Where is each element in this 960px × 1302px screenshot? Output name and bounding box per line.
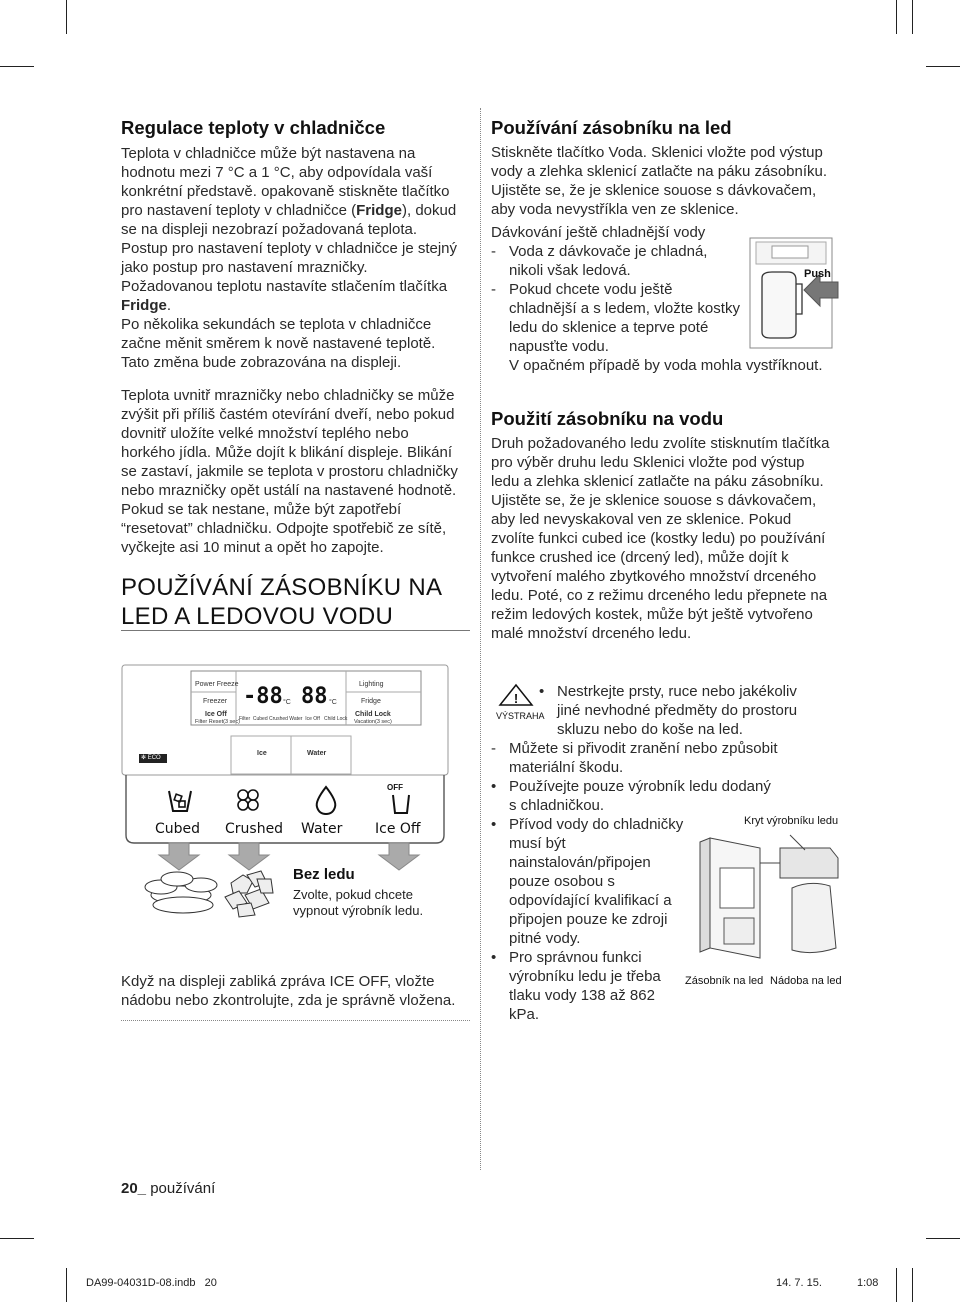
paragraph: Po několika sekundách se teplota v chladničce začne měnit směrem k nově nastavené teplotě. Tato změna bude zobrazována na displeji. <box>121 316 436 371</box>
ice-bin-label: Zásobník na led <box>685 975 764 987</box>
list-item: • Používejte pouze výrobník ledu dodaný s chladničkou. <box>491 778 771 814</box>
list-item: - Můžete si přivodit zranění nebo způsobit materiální škodu. <box>491 740 778 776</box>
list-item: • Pro správnou funkci výrobníku ledu je třeba tlaku vody 138 až 862 kPa. <box>491 949 661 1023</box>
freezer-unit: °C <box>283 699 291 706</box>
bez-ledu-text: Zvolte, pokud chcete vypnout výrobník ledu. <box>293 887 424 918</box>
heading-rule <box>121 630 470 631</box>
list-item: • Přívod vody do chladničky musí být nainstalován/připojen pouze osobou s odpovídající kvalifikací a připojen pouze ke zdroji pitné vody. <box>491 816 684 947</box>
crop-mark <box>66 1268 67 1302</box>
water-button[interactable]: Water <box>301 821 343 837</box>
arrow-down <box>379 843 419 870</box>
fridge-temp-display: 88 <box>301 684 328 709</box>
list-item: - Pokud chcete vodu ještě chladnější a s ledem, vložte kostky ledu do sklenice a teprve poté napusťte vodu. <box>491 281 740 355</box>
water-button-label: Water <box>307 750 327 757</box>
arrow-down <box>229 843 269 870</box>
list-item: - Voda z dávkovače je chladná, nikoli však ledová. <box>491 243 708 279</box>
bez-ledu-title: Bez ledu <box>293 866 355 883</box>
paragraph: Požadovanou teplotu nastavíte stlačením tlačítka Fridge. <box>121 278 448 314</box>
crop-mark <box>926 66 960 67</box>
arrow-down <box>159 843 199 870</box>
crop-mark <box>912 0 913 34</box>
ice-maker-illustration <box>680 812 850 992</box>
freezer-temp-display: -88 <box>243 684 283 709</box>
ice-maker-cover-label: Kryt výrobníku ledu <box>744 815 839 827</box>
paragraph: Teplota uvnitř mrazničky nebo chladničky se může zvýšit při příliš častém otevírání dveří, nebo pokud dovnitř uložíte velké množství teplého nebo horkého jídla. Může dojít k blikání displeje. Blikání se zastaví, jakmile se teplota v prostoru chladničky nebo mrazničky opět ustálí na nastavené hodnotě. Pokud se tak nestane, může být zapotřebí “resetovat” chladničku. Odpojte spotřebič ze sítě, vyčkejte asi 10 minut a opět ho zapojte. <box>121 387 458 556</box>
section-heading-ice-dispenser: Používání zásobníku na led <box>491 117 732 138</box>
dispenser-push-illustration <box>742 234 842 354</box>
right-column-top <box>491 118 836 225</box>
crop-mark <box>912 1268 913 1302</box>
print-file-info: DA99-04031D-08.indb 20 <box>86 1277 217 1289</box>
bottom-rule <box>121 1020 470 1021</box>
print-date: 14. 7. 15. <box>776 1277 822 1289</box>
left-column-text <box>121 118 466 563</box>
colder-water-intro: Dávkování ještě chladnější vody <box>491 224 706 241</box>
cubed-icon <box>165 785 195 815</box>
colder-water-tail: V opačném případě by voda mohla vystříknout. <box>509 357 823 374</box>
svg-text:!: ! <box>513 691 519 706</box>
print-time: 1:08 <box>857 1277 879 1289</box>
vacation-label: Vacation(3 sec) <box>354 719 392 725</box>
power-freeze-label: Power Freeze <box>195 681 239 688</box>
crushed-icon <box>233 785 263 815</box>
ice-off-icon: OFF <box>383 783 417 817</box>
list-item: • Nestrkejte prsty, ruce nebo jakékoliv jiné nevhodné předměty do prostoru skluzu nebo do koše na led. <box>539 683 798 738</box>
crop-mark <box>0 66 34 67</box>
filter-reset-label: Filter Reset(3 sec) <box>195 719 240 725</box>
lighting-label: Lighting <box>359 681 384 688</box>
section-heading-fridge-temp: Regulace teploty v chladničce <box>121 117 386 138</box>
control-panel-illustration <box>121 664 467 776</box>
ice-type-panel <box>121 775 451 930</box>
right-water-section <box>491 409 836 649</box>
crop-mark <box>896 1268 897 1302</box>
fridge-label: Fridge <box>361 698 381 705</box>
crop-mark <box>926 1238 960 1239</box>
paragraph: Postup pro nastavení teploty v chladničce je stejný jako postup pro nastavení mrazničky. <box>121 240 458 276</box>
page-number: 20_ používání <box>121 1180 216 1197</box>
colder-water-list <box>491 242 741 356</box>
eco-badge: ✻ ECO <box>141 755 161 761</box>
child-lock-label: Child Lock <box>355 711 391 718</box>
ice-container-label: Nádoba na led <box>770 975 842 987</box>
freezer-label: Freezer <box>203 698 228 705</box>
crop-mark <box>896 0 897 34</box>
fridge-unit: °C <box>329 699 337 706</box>
crop-mark <box>0 1238 34 1239</box>
warning-label: VÝSTRAHA <box>496 711 545 721</box>
big-heading: POUŽÍVÁNÍ ZÁSOBNÍKU NA LED A LEDOVOU VODU <box>121 574 443 630</box>
panel-icon-row: Filter Cubed Crushed Water Ice Off Child Lock <box>239 716 348 722</box>
cubed-ice-illustration <box>145 872 217 913</box>
bottom-note: Když na displeji zabliká zpráva ICE OFF, vložte nádobu nebo zkontrolujte, zda je správně vložena. <box>121 973 456 1009</box>
push-label: Push <box>804 268 831 280</box>
crop-mark <box>66 0 67 34</box>
ice-off-button[interactable]: Ice Off <box>375 821 421 837</box>
ice-button-label: Ice <box>257 750 267 757</box>
crushed-ice-illustration <box>225 871 273 917</box>
paragraph: Druh požadovaného ledu zvolíte stisknutím tlačítka pro výběr druhu ledu Sklenici vložte pod výstup ledu a zlehka sklenicí zatlačte na páku zásobníku. Ujistěte se, že je sklenice souose s dávkovačem, aby led nevyskakoval ven ze sklenice. Pokud zvolíte funkci cubed ice (kostky ledu) po používání funkce crushed ice (drcený led), může dojít k vytvoření malého zbytkového množství drceného ledu. Poté, co z režimu drceného ledu přepnete na režim ledových kostek, může být ještě vytvořeno malé množství drceného ledu. <box>491 435 830 642</box>
column-divider <box>480 108 481 1170</box>
water-drop-icon <box>311 783 341 817</box>
section-heading-water-dispenser: Použití zásobníku na vodu <box>491 408 724 429</box>
paragraph: Stiskněte tlačítko Voda. Sklenici vložte pod výstup vody a zlehka sklenicí zatlačte na páku zásobníku. Ujistěte se, že je sklenice souose s dávkovačem, aby voda nevystříkla ven ze sklenice. <box>491 144 828 218</box>
paragraph: Teplota v chladničce může být nastavena na hodnotu mezi 7 °C a 1 °C, aby odpovídala vaší konkrétní představě. opakovaně stiskněte tlačítko pro nastavení teploty v chladničce (Fridge), dokud se na displeji nezobrazí požadovaná teplota. <box>121 145 457 238</box>
cubed-button[interactable]: Cubed <box>155 821 201 837</box>
ice-off-label: Ice Off <box>205 711 227 718</box>
crushed-button[interactable]: Crushed <box>225 821 284 837</box>
